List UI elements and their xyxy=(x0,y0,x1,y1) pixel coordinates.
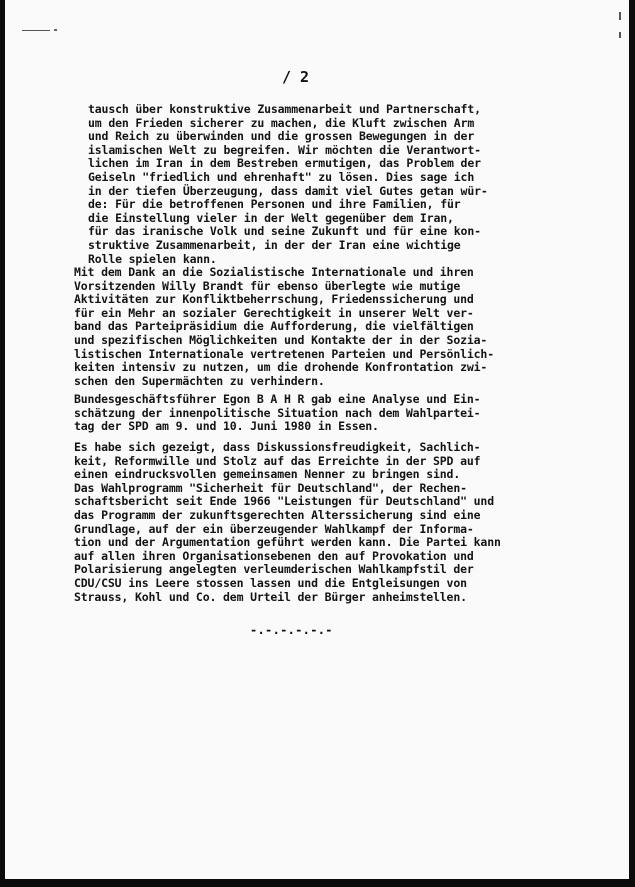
paragraph-campaign: Es habe sich gezeigt, dass Diskussionsfreudigkeit, Sachlich- keit, Reformwille und Stolz auf das Erreichte in der SPD auf einen eindrucksvollen gemeinsamen Nenner zu bringen sind. Das Wahlprogramm "Sicherheit für Deutschland", der Rechen- schaftsbericht seit Ende 1966 "Leistungen für Deutschland" und das Programm der zukunftsgerechten Alterssicherung sind eine Grundlage, auf der ein überzeugender Wahlkampf der Informa- tion und der Argumentation geführt werden kann. Die Partei kann auf allen ihren Organisationsebenen den auf Provokation und Polarisierung angelegten verleumderischen Wahlkampfstil der CDU/CSU ins Leere stossen lassen und die Entgleisungen von Strauss, Kohl und Co. dem Urteil der Bürger anheimstellen. xyxy=(74,440,501,604)
page-number: / 2 xyxy=(282,68,310,86)
scan-mark xyxy=(22,30,50,31)
paragraph-socialist-international: Mit dem Dank an die Sozialistische Internationale und ihren Vorsitzenden Willy Brandt für ebenso überlegte wie mutige Aktivitäten zur Konfliktbeherrschung, Friedenssicherung und für ein Mehr an sozialer Gerechtigkeit in unserer Welt ver- band das Parteipräsidium die Aufforderung, die vielfältigen und spezifischen Möglichkeiten und Kontakte der in der Sozia- listischen Internationale vertretenen Parteien und Persönlich- keiten intensiv zu nutzen, um die drohende Konfrontation zwi- schen den Supermächten zu verhindern. xyxy=(74,265,494,388)
scan-mark-right-top xyxy=(619,12,621,20)
paragraph-iran: tausch über konstruktive Zusammenarbeit und Partnerschaft, um den Frieden sicherer zu machen, die Kluft zwischen Arm und Reich zu überwinden und die grossen Bewegungen in der islamischen Welt zu begreifen. Wir möchten die Verantwort- lichen im Iran in dem Bestreben ermutigen, das Problem der Geiseln "friedlich und ehrenhaft" zu lösen. Dies sage ich in der tiefen Überzeugung, dass damit viel Gutes getan wür- de: Für die betroffenen Personen und ihre Familien, für die Einstellung vieler in der Welt gegenüber dem Iran, für das iranische Volk und seine Zukunft und für eine kon- struktive Zusammenarbeit, in der der Iran eine wichtige Rolle spielen kann. xyxy=(88,102,488,266)
scan-mark-right-lower xyxy=(619,32,621,38)
scan-mark-dot xyxy=(54,29,57,31)
scan-border-left xyxy=(0,0,5,887)
paragraph-bahr-analysis: Bundesgeschäftsführer Egon B A H R gab eine Analyse und Ein- schätzung der innenpolitische Situation nach dem Wahlpartei- tag der SPD am 9. und 10. Juni 1980 in Essen. xyxy=(74,392,481,434)
scan-border-bottom xyxy=(0,879,635,887)
closing-mark: -.-.-.-.-.- xyxy=(250,623,333,637)
scan-border-right xyxy=(629,0,635,887)
